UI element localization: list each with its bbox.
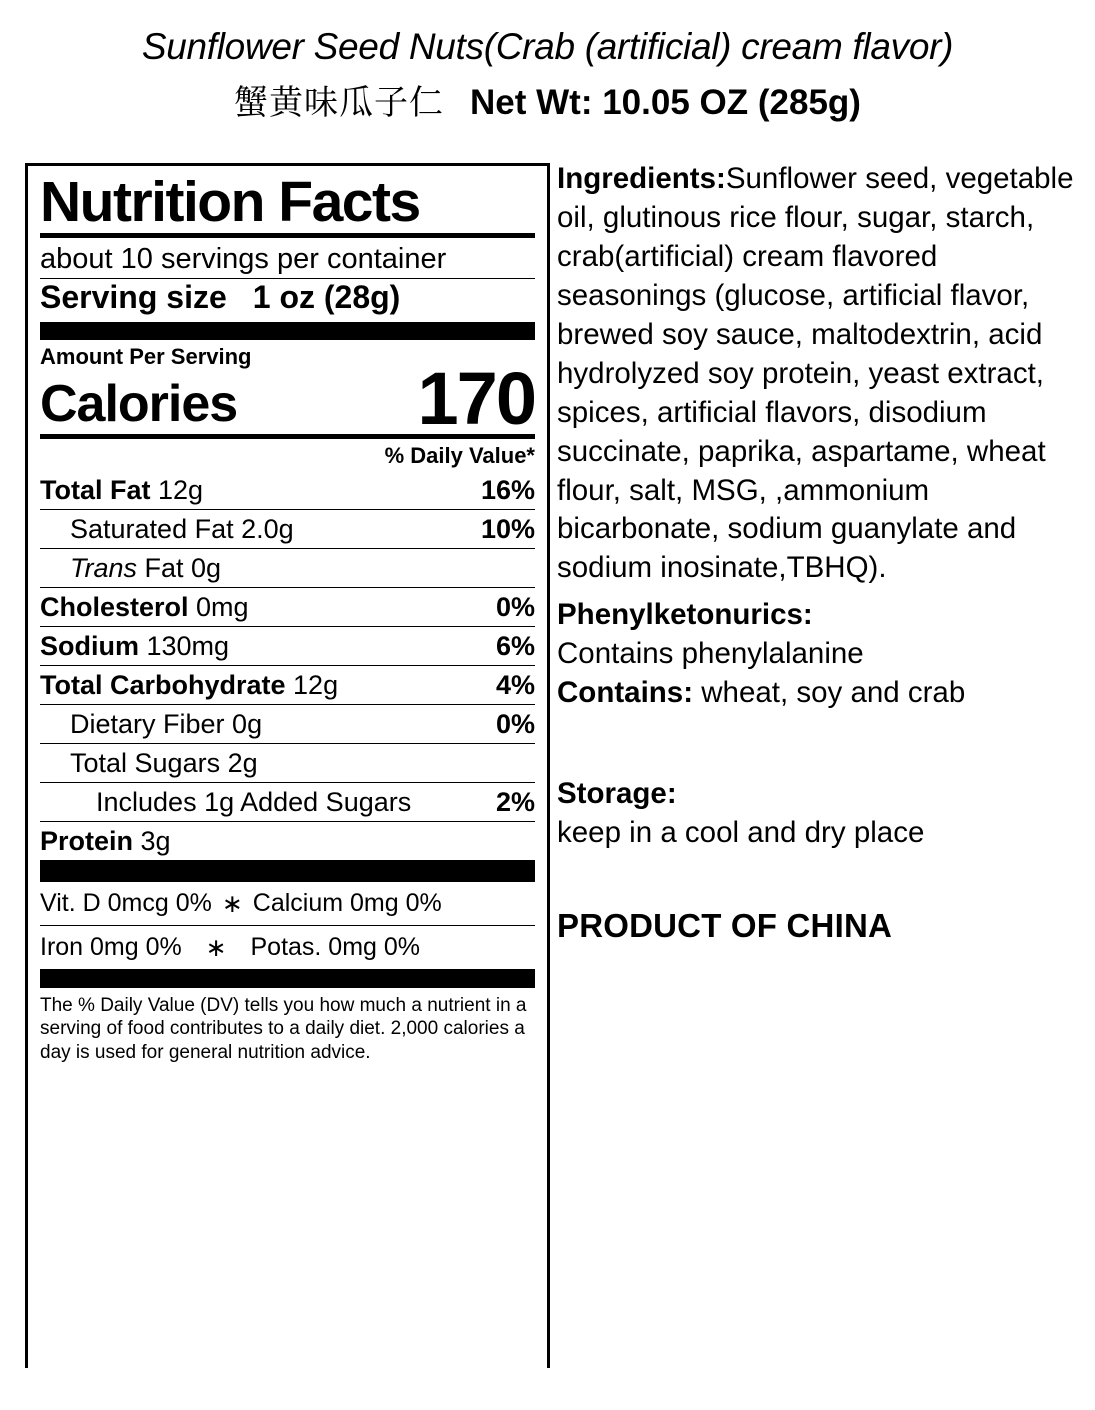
nutrient-amount: 12g [150,475,204,506]
product-of-origin: PRODUCT OF CHINA [557,907,893,944]
product-title: Sunflower Seed Nuts(Crab (artificial) cream flavor) [141,26,954,67]
nutrient-amount: 2.0g [233,514,294,545]
nutrient-row [40,744,535,783]
calories-value: 170 [417,356,535,440]
nutrition-facts-panel [25,163,550,1375]
nutrient-row [40,666,535,705]
nutrient-daily-value: 16% [480,475,535,506]
phenylketonurics-text: Contains phenylalanine [557,637,864,671]
ingredients-text: Sunflower seed, vegetable oil, glutinous rice flour, sugar, starch, crab(artificial) cream flavored seasonings (glucose, artificial flavor, brewed soy sauce, maltodextrin, acid hydrolyzed soy protein, yeast extract, spices, artificial flavors, disodium succinate, paprika, aspartame, wheat flour, salt, MSG, ,ammonium bicarbonate, sodium guanylate and sodium inosinate,TBHQ). [557,162,1074,585]
calories-label: Calories [40,375,238,434]
vitamin-entry: Calcium 0mg 0% [252,889,442,918]
nutrient-daily-value: 10% [480,514,535,545]
nutrient-row [40,822,535,860]
nutrient-name: Total Sugars 2g [70,748,258,779]
nutrient-row [40,549,535,588]
contains-text: wheat, soy and crab [693,676,966,710]
daily-value-footnote: The % Daily Value (DV) tells you how much a nutrient in a serving of food contributes to a daily diet. 2,000 calories a day is used for general nutrition advice. [40,995,527,1063]
nutrient-daily-value: 4% [495,670,535,701]
vitamin-entry: Vit. D 0mcg 0% [40,889,212,918]
contains-block [557,674,1087,713]
divider-thick-top [40,322,535,340]
nutrient-row [40,588,535,627]
bottom-edge-strip [0,1368,1095,1410]
storage-text: keep in a cool and dry place [557,816,925,850]
vitamin-separator: ∗ [191,934,241,963]
nutrient-row [40,705,535,744]
net-weight: Net Wt: 10.05 OZ (285g) [470,82,861,122]
nutrient-daily-value: 0% [495,592,535,623]
vitamin-entry: Potas. 0mg 0% [250,933,421,962]
nutrient-amount: 0g [224,709,263,740]
nutrient-row [40,783,535,822]
right-info-column [557,160,1087,945]
storage-block [557,775,1087,853]
ingredients-label: Ingredients: [557,162,726,195]
serving-size-label: Serving size [40,278,227,315]
nutrient-name: Saturated Fat 2.0g [70,514,294,545]
vitamin-row [40,926,535,970]
contains-label: Contains: [557,676,694,710]
nutrient-row [40,510,535,549]
nutrient-amount: 12g [285,670,339,701]
title-line-secondary [0,75,1095,124]
vitamin-separator: ∗ [221,890,243,919]
nutrient-amount: 0mg [188,592,249,623]
servings-per-container: about 10 servings per container [40,243,447,275]
label-header [0,28,1095,124]
divider-thick-footnote [40,970,535,988]
nutrient-name: Cholesterol 0mg [40,592,249,623]
nutrient-name: Includes 1g Added Sugars [96,787,412,818]
nutrient-amount: Fat 0g [137,553,222,584]
vitamin-entry: Iron 0mg 0% [40,933,182,962]
storage-label: Storage: [557,777,677,811]
nutrient-name: Total Carbohydrate 12g [40,670,339,701]
nutrient-rows [40,471,535,860]
nutrient-daily-value: 2% [495,787,535,818]
ingredients-block [557,160,1087,588]
nutrient-name: Dietary Fiber 0g [70,709,263,740]
divider-thick-bottom [40,860,535,882]
serving-size-value: 1 oz (28g) [252,278,401,315]
phenylketonurics-block [557,596,1087,674]
nutrient-daily-value: 0% [495,709,535,740]
nutrient-row [40,627,535,666]
nutrient-amount: 2g [220,748,258,779]
product-title-chinese: 蟹黄味瓜子仁 [234,82,445,123]
vitamin-rows [40,882,535,970]
daily-value-header: % Daily Value* [384,443,535,469]
nutrient-name: Total Fat 12g [40,475,204,506]
nutrient-name: Trans Fat 0g [70,553,222,584]
vitamin-row [40,882,535,926]
amount-per-serving-label: Amount Per Serving [40,343,252,369]
nutrition-facts-title: Nutrition Facts [40,170,420,234]
nutrient-amount: 130mg [139,631,230,662]
nutrient-name: Protein 3g [40,826,171,857]
nutrient-amount: 3g [133,826,171,857]
nutrient-daily-value: 6% [495,631,535,662]
serving-size-row [40,279,535,322]
nutrient-row [40,471,535,510]
phenylketonurics-label: Phenylketonurics: [557,598,813,632]
nutrient-name: Sodium 130mg [40,631,230,662]
